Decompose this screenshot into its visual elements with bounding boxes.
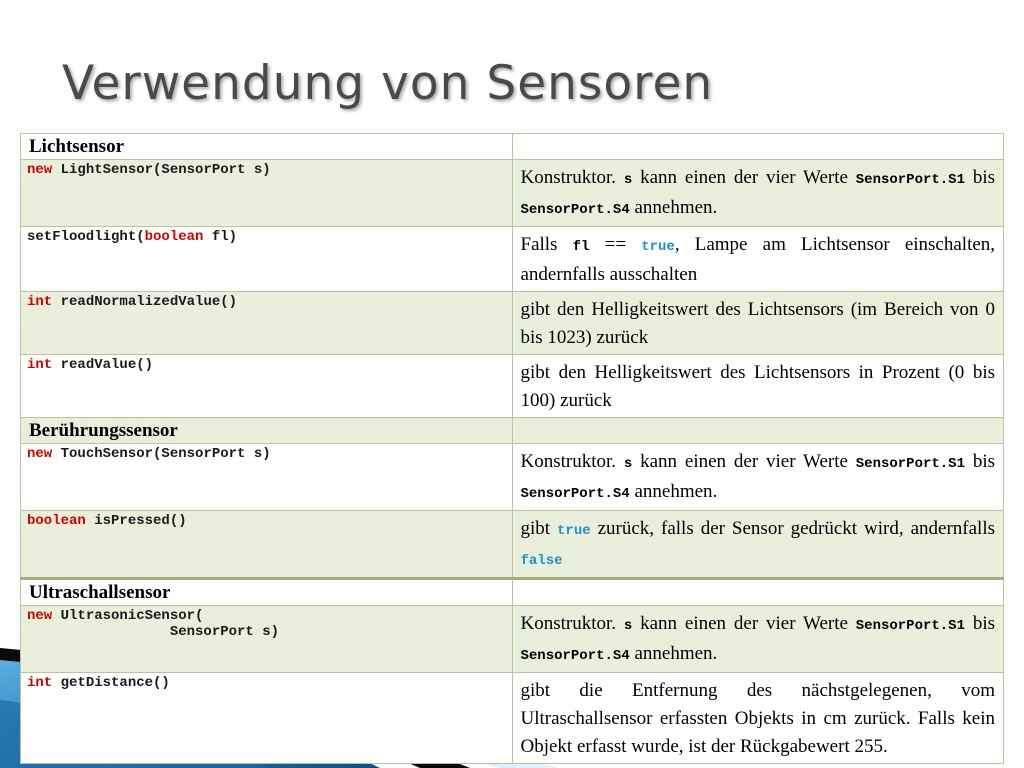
table-row (21, 444, 1004, 511)
table-row (21, 673, 1004, 764)
table-row (21, 292, 1004, 355)
method-signature: int readNormalizedValue() (21, 292, 513, 355)
method-description: Konstruktor. s kann einen der vier Werte SensorPort.S1 bis SensorPort.S4 annehmen. (512, 444, 1004, 511)
method-description: gibt den Helligkeitswert des Lichtsensors (im Bereich von 0 bis 1023) zurück (512, 292, 1004, 355)
table-row (21, 355, 1004, 418)
keyword: int (27, 675, 53, 691)
signature-text: LightSensor(SensorPort s) (52, 162, 271, 178)
section-row-touch (21, 418, 1004, 444)
section-empty-cell (512, 134, 1004, 160)
table-row (21, 160, 1004, 227)
method-description: Konstruktor. s kann einen der vier Werte SensorPort.S1 bis SensorPort.S4 annehmen. (512, 606, 1004, 673)
keyword: int (27, 357, 53, 373)
method-signature: new TouchSensor(SensorPort s) (21, 444, 513, 511)
method-signature: setFloodlight(boolean fl) (21, 227, 513, 292)
keyword: boolean (27, 513, 86, 529)
sensor-api-table (20, 133, 1004, 764)
keyword: int (27, 294, 53, 310)
method-signature: boolean isPressed() (21, 511, 513, 579)
method-signature (21, 160, 513, 227)
method-signature: new UltrasonicSensor( SensorPort s) (21, 606, 513, 673)
section-row-ultra (21, 579, 1004, 606)
keyword: new (27, 162, 53, 178)
section-label-light: Lichtsensor (21, 134, 513, 160)
table-row (21, 227, 1004, 292)
section-label-touch: Berührungssensor (21, 418, 513, 444)
table-row (21, 606, 1004, 673)
slide-title: Verwendung von Sensoren (62, 56, 714, 111)
keyword: new (27, 608, 53, 624)
section-empty-cell (512, 579, 1004, 606)
section-label-ultra: Ultraschallsensor (21, 579, 513, 606)
method-description: Konstruktor. s kann einen der vier Werte SensorPort.S1 bis SensorPort.S4 annehmen. (512, 160, 1004, 227)
method-description: gibt den Helligkeitswert des Lichtsensors in Prozent (0 bis 100) zurück (512, 355, 1004, 418)
method-description: gibt die Entfernung des nächstgelegenen, vom Ultraschallsensor erfassten Objekts in cm zurück. Falls kein Objekt erfasst wurde, ist der Rückgabewert 255. (512, 673, 1004, 764)
keyword: new (27, 446, 53, 462)
method-description: gibt true zurück, falls der Sensor gedrückt wird, andernfalls false (512, 511, 1004, 579)
keyword: boolean (144, 229, 204, 245)
section-row-light (21, 134, 1004, 160)
section-empty-cell (512, 418, 1004, 444)
method-signature: int readValue() (21, 355, 513, 418)
method-description: Falls fl == true, Lampe am Lichtsensor einschalten, andernfalls ausschalten (512, 227, 1004, 292)
method-signature: int getDistance() (21, 673, 513, 764)
table-row (21, 511, 1004, 579)
